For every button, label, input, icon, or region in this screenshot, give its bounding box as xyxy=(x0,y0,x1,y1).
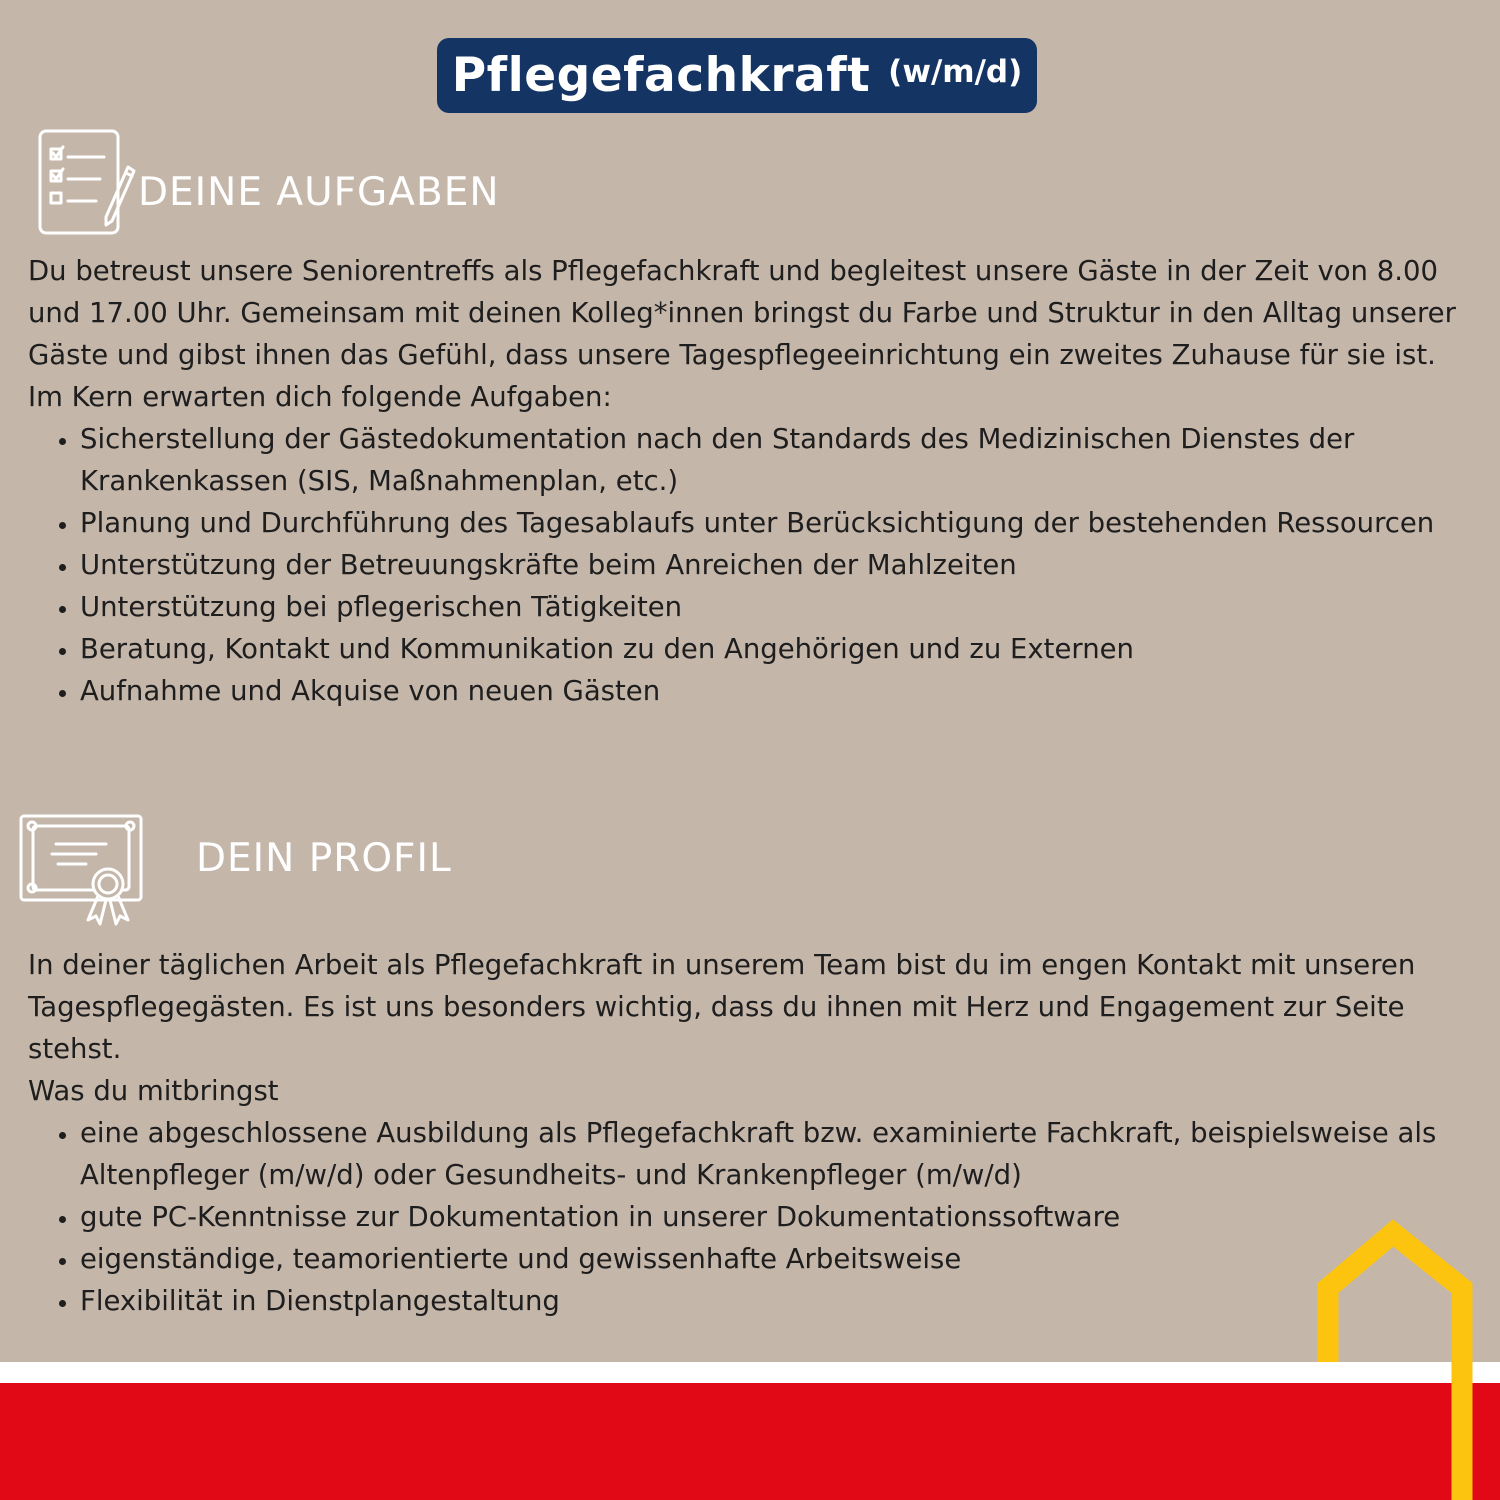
tasks-list xyxy=(28,418,1492,712)
list-item: • gute PC-Kenntnisse zur Dokumentation in unserer Dokumentationssoftware xyxy=(80,1196,1492,1238)
list-item: • eine abgeschlossene Ausbildung als Pflegefachkraft bzw. examinierte Fachkraft, beispielsweise als Altenpfleger (m/w/d) oder Gesundheits- und Krankenpfleger (m/w/d) xyxy=(80,1112,1492,1196)
job-title-banner xyxy=(437,38,1037,113)
list-item: • Aufnahme und Akquise von neuen Gästen xyxy=(80,670,1492,712)
list-item: • Unterstützung der Betreuungskräfte beim Anreichen der Mahlzeiten xyxy=(80,544,1492,586)
tasks-heading: DEINE AUFGABEN xyxy=(138,170,500,215)
profile-content xyxy=(28,944,1492,1322)
job-title-gender: (w/m/d) xyxy=(888,53,1023,90)
list-item: • Flexibilität in Dienstplangestaltung xyxy=(80,1280,1492,1322)
tasks-lead: Im Kern erwarten dich folgende Aufgaben: xyxy=(28,381,612,413)
footer-white-stripe xyxy=(0,1362,1500,1383)
profile-heading: DEIN PROFIL xyxy=(196,836,452,881)
job-title: Pflegefachkraft xyxy=(451,48,871,103)
certificate-icon xyxy=(18,812,144,930)
house-logo-icon xyxy=(1310,1215,1482,1500)
list-item: • Beratung, Kontakt und Kommunikation zu den Angehörigen und zu Externen xyxy=(80,628,1492,670)
profile-list xyxy=(28,1112,1492,1322)
list-item: • Unterstützung bei pflegerischen Tätigkeiten xyxy=(80,586,1492,628)
checklist-pencil-icon xyxy=(36,127,140,237)
list-item: • Planung und Durchführung des Tagesablaufs unter Berücksichtigung der bestehenden Ressourcen xyxy=(80,502,1492,544)
list-item: • Sicherstellung der Gästedokumentation nach den Standards des Medizinischen Dienstes der Krankenkassen (SIS, Maßnahmenplan, etc.) xyxy=(80,418,1492,502)
tasks-content xyxy=(28,250,1492,712)
profile-lead: Was du mitbringst xyxy=(28,1075,279,1107)
tasks-intro: Du betreust unsere Seniorentreffs als Pflegefachkraft und begleitest unsere Gäste in der Zeit von 8.00 und 17.00 Uhr. Gemeinsam mit deinen Kolleg*innen bringst du Farbe und Struktur in den Alltag unserer Gäste und gibst ihnen das Gefühl, dass unsere Tagespflegeeinrichtung ein zweites Zuhause für sie ist. xyxy=(28,255,1456,371)
profile-intro: In deiner täglichen Arbeit als Pflegefachkraft in unserem Team bist du im engen Kontakt mit unseren Tagespflegegästen. Es ist uns besonders wichtig, dass du ihnen mit Herz und Engagement zur Seite stehst. xyxy=(28,949,1416,1065)
footer-red-band xyxy=(0,1383,1500,1500)
list-item: • eigenständige, teamorientierte und gewissenhafte Arbeitsweise xyxy=(80,1238,1492,1280)
